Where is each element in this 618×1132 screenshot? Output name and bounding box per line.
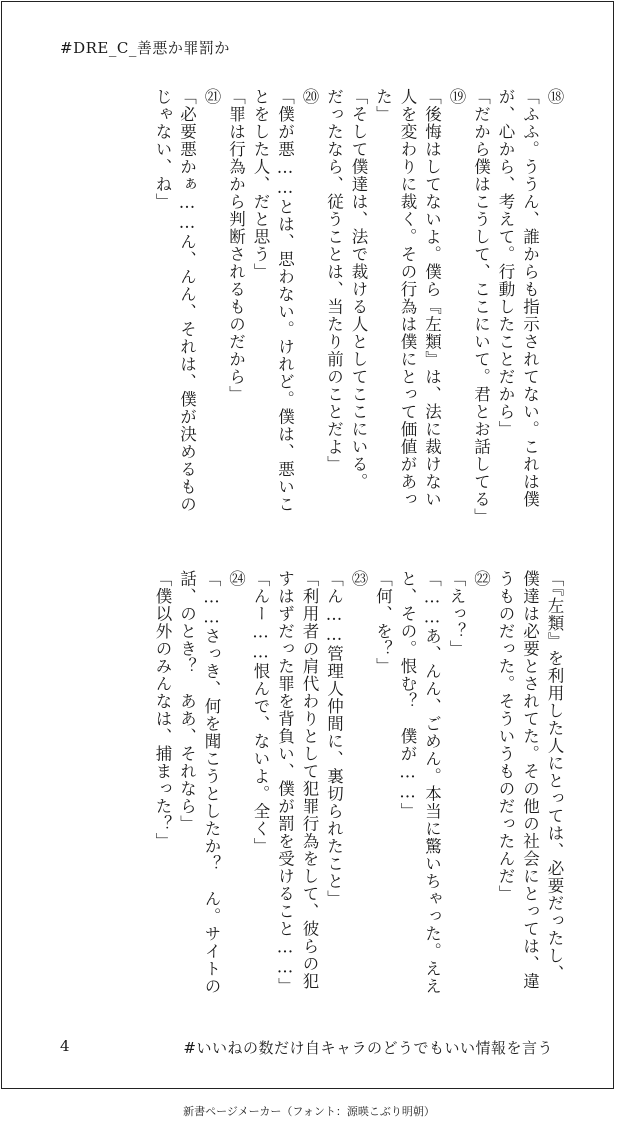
text-line: 「『左類』を利用した人にとっては、必要だったし、 xyxy=(545,570,564,982)
text-line: が、心から、考えて。行動したことだから」 xyxy=(496,88,515,438)
page-frame xyxy=(1,1,614,1089)
text-line: 「……さっき、何を聞こうとしたか？ ん。サイトの xyxy=(202,570,221,995)
text-line: ⑳ xyxy=(300,88,319,106)
text-line: 「そして僕達は、法で裁ける人としてここにいる。 xyxy=(349,88,368,491)
text-line: とをした人、だと思う」 xyxy=(251,88,270,281)
text-line: だったなら、従うことは、当たり前のことだよ」 xyxy=(324,88,344,473)
generator-caption: 新書ページメーカー（フォント：源暎こぶり明朝） xyxy=(183,1105,435,1118)
text-line: 「ん……管理人仲間に、裏切られたこと」 xyxy=(324,570,344,908)
header-hashtag: #DRE_C_善悪か罪罰か xyxy=(60,39,230,57)
text-line: 「ふふ。ううん、誰からも指示されてない。これは僕 xyxy=(520,88,540,508)
footer-hashtag: #いいねの数だけ自キャラのどうでもいい情報を言う xyxy=(183,1039,553,1057)
text-line: 「だから僕はこうして、ここにいて。君とお話してる」 xyxy=(471,88,491,526)
text-line: 「僕が悪……とは、思わない。けれど。僕は、悪いこ xyxy=(275,88,295,513)
text-line: 「えっ？」 xyxy=(447,570,466,658)
page-number: 4 xyxy=(60,1037,70,1055)
text-line: 「何、を？」 xyxy=(373,570,393,675)
text-line: ㉑ xyxy=(202,88,221,106)
text-line: 「利用者の肩代わりとして犯罪行為をして、彼らの犯 xyxy=(300,570,319,990)
text-line: じゃない、ね」 xyxy=(153,88,172,211)
text-line: ⑱ xyxy=(545,88,564,106)
text-line: ⑲ xyxy=(447,88,466,106)
text-line: ㉓ xyxy=(349,570,368,588)
text-line: すはずだった罪を背負い、僕が罰を受けること……」 xyxy=(275,570,295,995)
text-line: ㉒ xyxy=(471,570,491,588)
text-line: 「僕以外のみんなは、捕まった？」 xyxy=(153,570,172,850)
text-line: 話、のとき？ ああ、それなら」 xyxy=(177,570,197,833)
text-line: 「後悔はしてないよ。僕ら『左類』は、法に裁けない xyxy=(422,88,442,508)
text-line: と、その。恨む？ 僕が……」 xyxy=(398,570,417,820)
text-line: 「……あ、んん、ごめん。本当に驚いちゃった。ええ xyxy=(422,570,442,995)
text-line: 僕達は必要とされてた。その他の社会にとっては、違 xyxy=(520,570,540,990)
text-line: 「んー……恨んで、ないよ。全く」 xyxy=(251,570,270,855)
lower-text-block xyxy=(54,570,566,1012)
text-line: 人を変わりに裁く。その行為は僕にとって価値があっ xyxy=(398,88,417,508)
text-line: ㉔ xyxy=(226,570,246,588)
upper-text-block xyxy=(54,88,566,528)
text-line: うものだった。そういうものだったんだ」 xyxy=(496,570,515,903)
text-line: た」 xyxy=(373,88,393,123)
text-line: 「必要悪かぁ……ん、んん、それは、僕が決めるもの xyxy=(177,88,197,513)
text-line: 「罪は行為から判断されるものだから」 xyxy=(226,88,246,403)
